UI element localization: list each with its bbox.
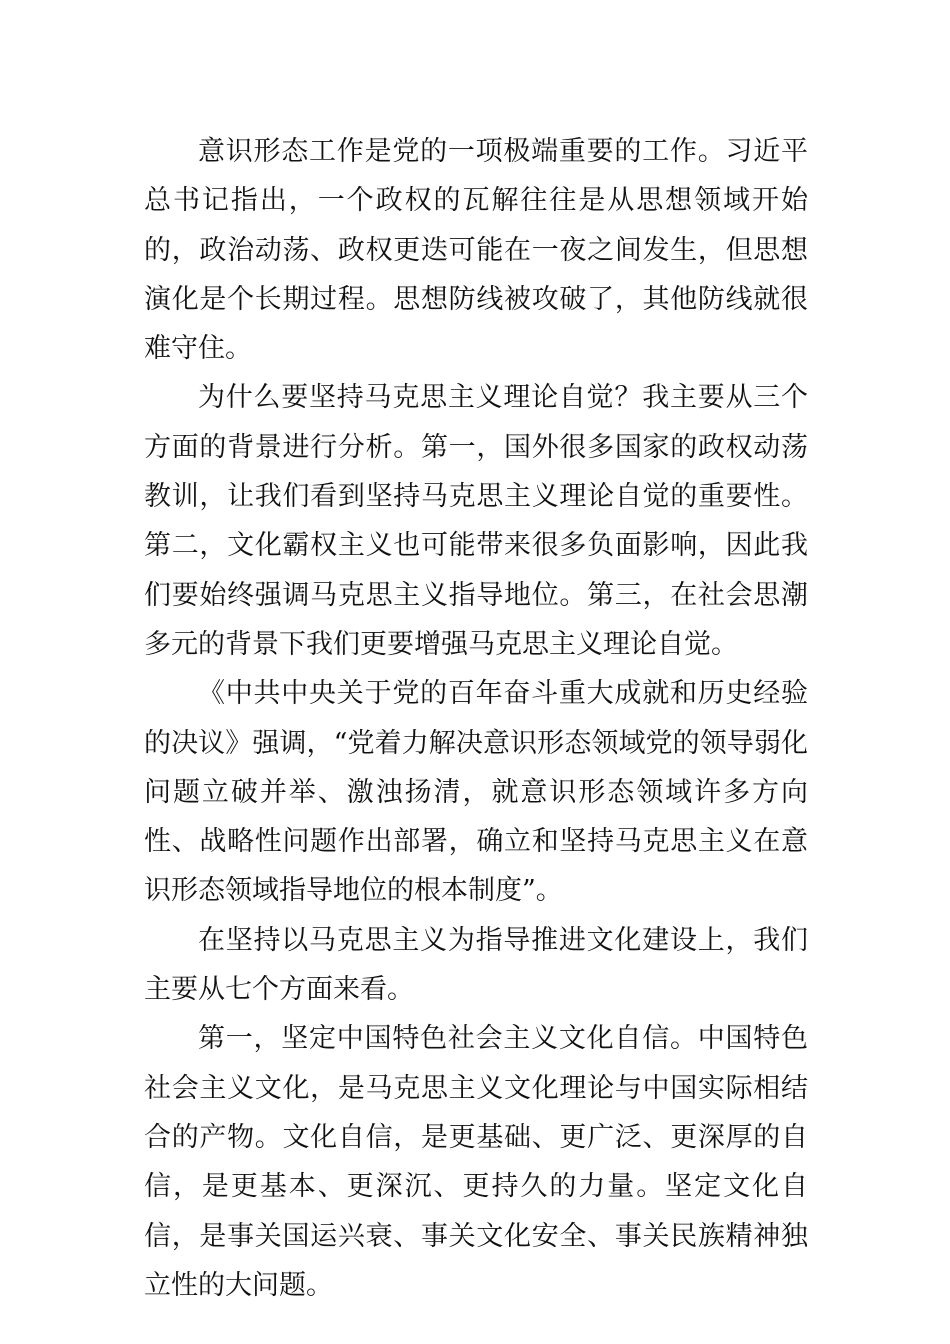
paragraph-theory-consciousness: 为什么要坚持马克思主义理论自觉？我主要从三个方面的背景进行分析。第一，国外很多国家的政权动荡教训，让我们看到坚持马克思主义理论自觉的重要性。第二，文化霸权主义也可能带来很多负面影响，因此我们要始终强调马克思主义指导地位。第三，在社会思潮多元的背景下我们更要增强马克思主义理论自觉。 (144, 382, 808, 660)
paragraph-resolution-quote: 《中共中央关于党的百年奋斗重大成就和历史经验的决议》强调，“党着力解决意识形态领域党的领导弱化问题立破并举、激浊扬清，就意识形态领域许多方向性、战略性问题作出部署，确立和坚持马克思主义在意识形态领域指导地位的根本制度”。 (144, 678, 808, 907)
paragraph-ideology-work: 意识形态工作是党的一项极端重要的工作。习近平总书记指出，一个政权的瓦解往往是从思想领域开始的，政治动荡、政权更迭可能在一夜之间发生，但思想演化是个长期过程。思想防线被攻破了，其他防线就很难守住。 (144, 136, 808, 365)
paragraph-cultural-confidence: 第一，坚定中国特色社会主义文化自信。中国特色社会主义文化，是马克思主义文化理论与中国实际相结合的产物。文化自信，是更基础、更广泛、更深厚的自信，是更基本、更深沉、更持久的力量。坚定文化自信，是事关国运兴衰、事关文化安全、事关民族精神独立性的大问题。 (144, 1023, 808, 1301)
document-body (144, 127, 808, 1310)
paragraph-seven-aspects: 在坚持以马克思主义为指导推进文化建设上，我们主要从七个方面来看。 (144, 924, 808, 1006)
